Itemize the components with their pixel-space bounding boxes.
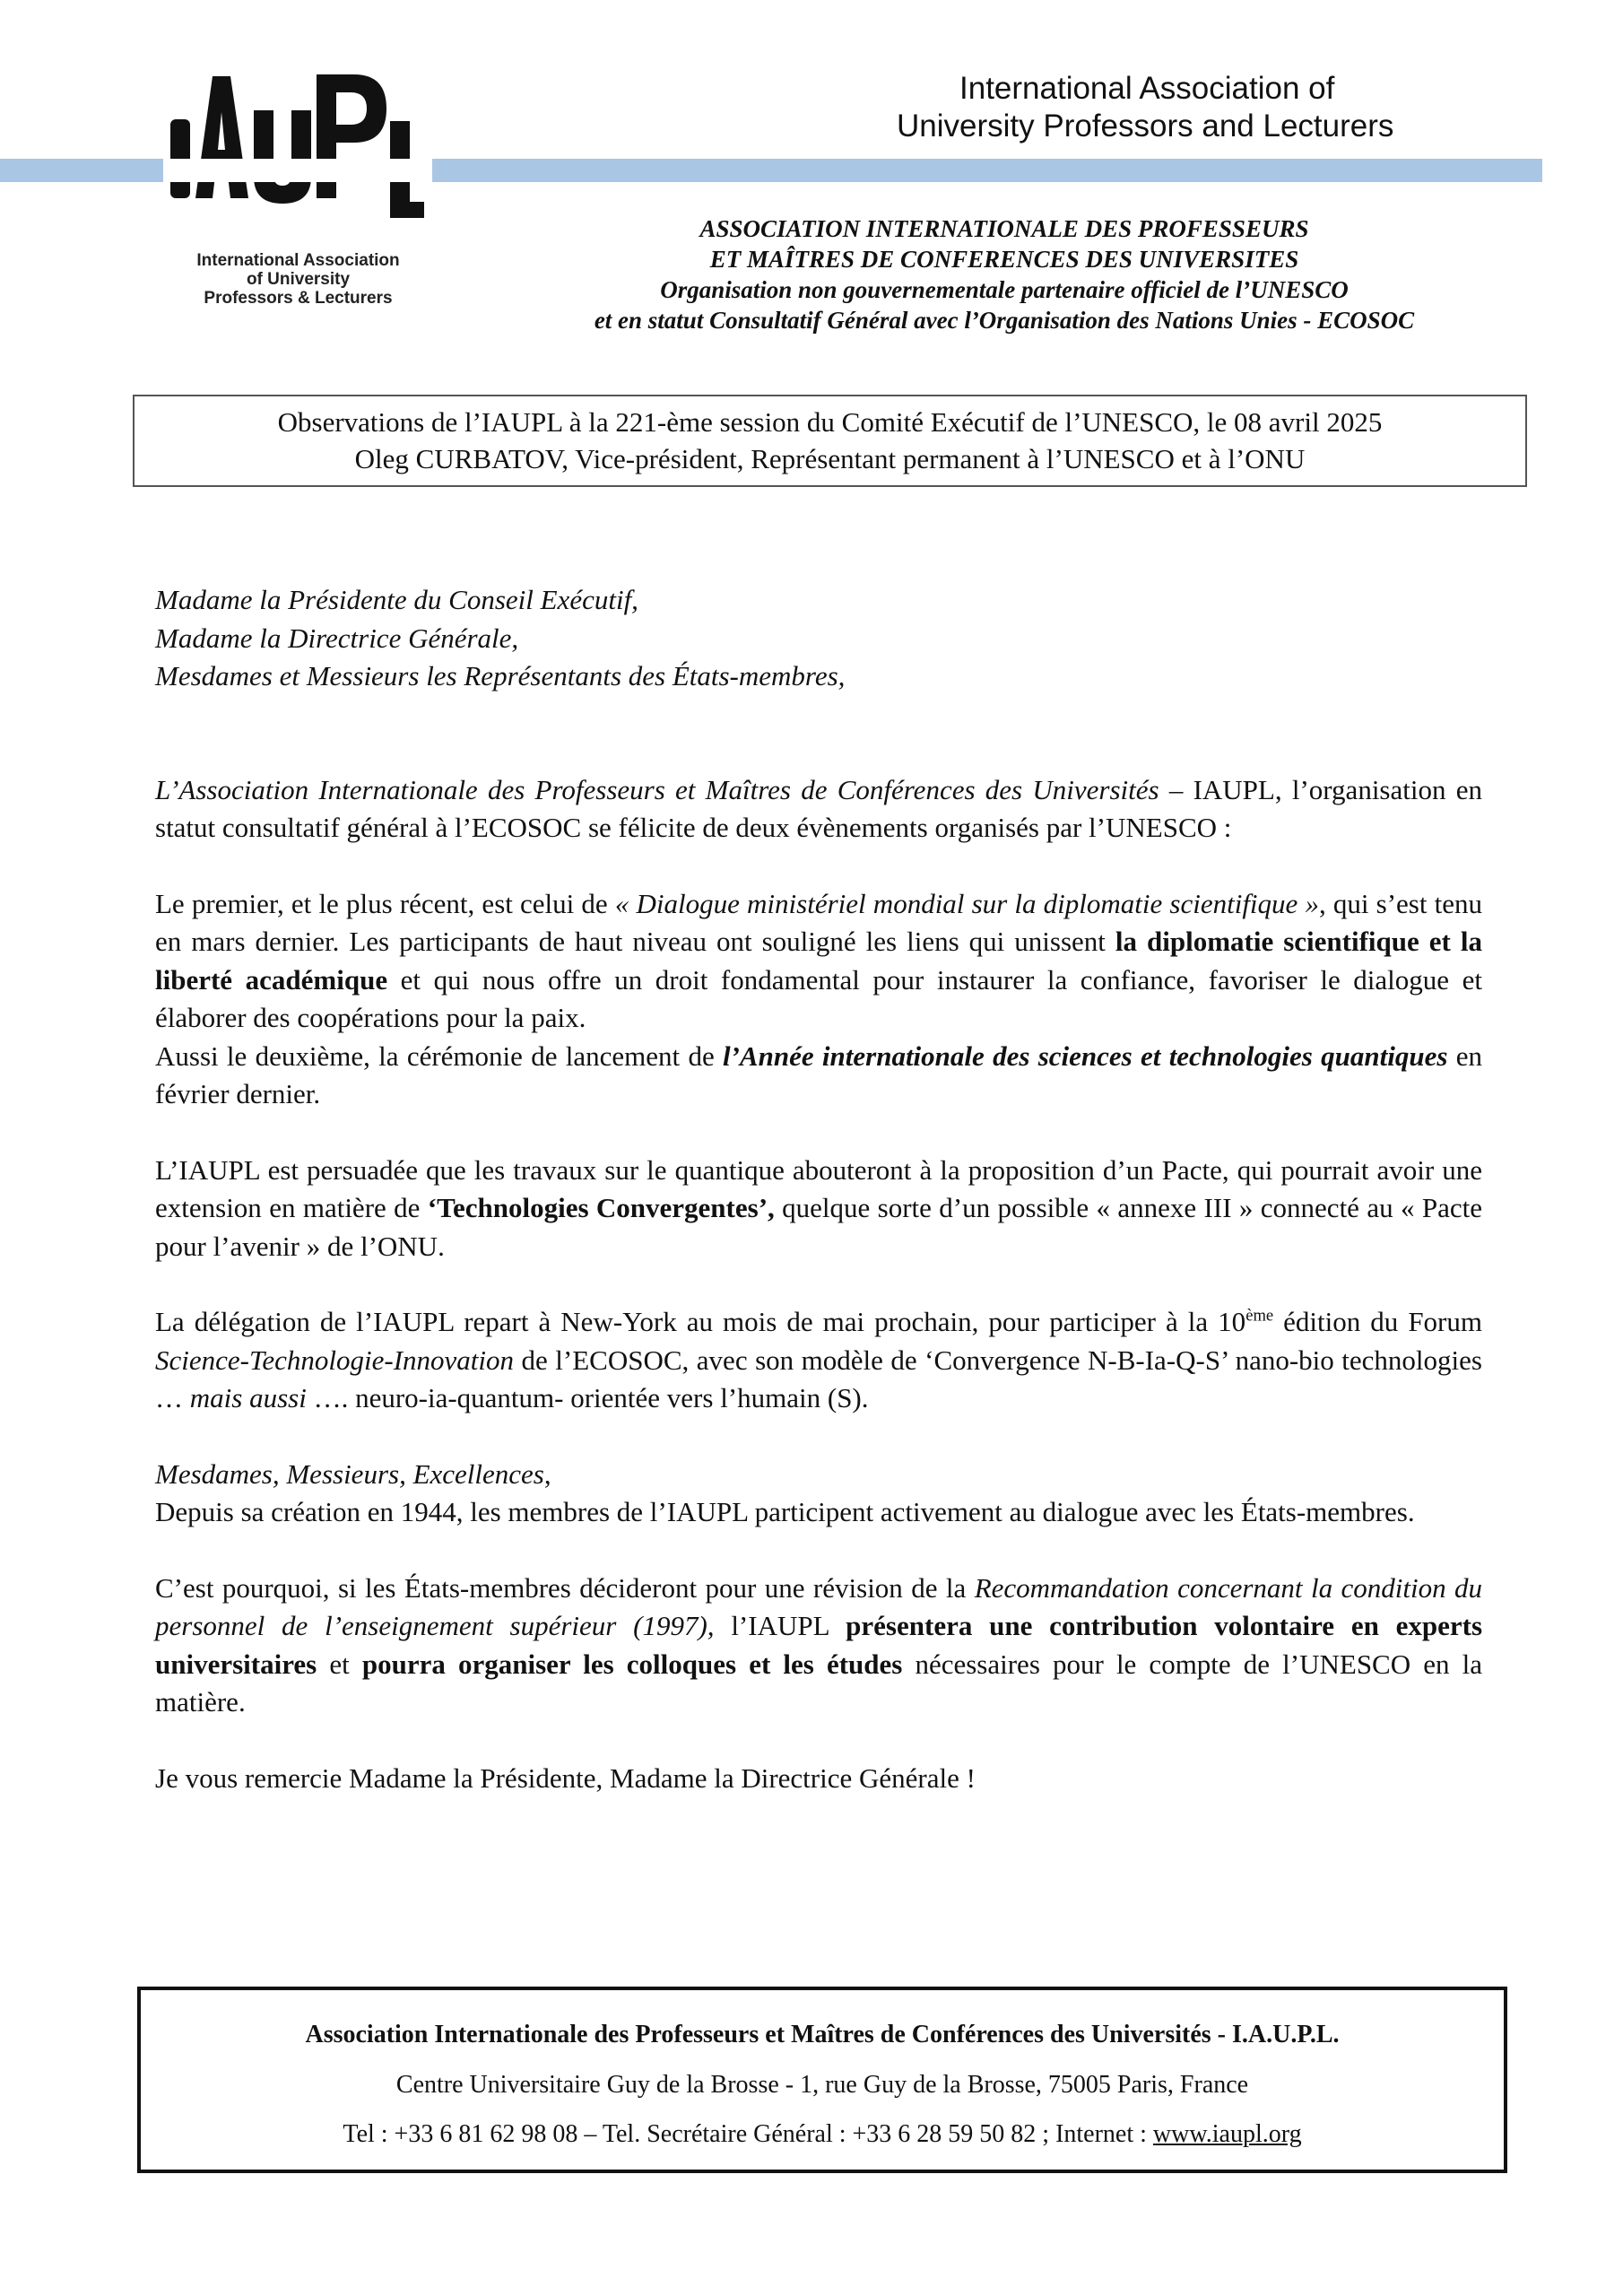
iaupl-logo	[166, 67, 426, 224]
paragraph-text: , qui s’est tenu en mars dernier. Les participants de haut niveau ont souligné les liens qui unissent	[155, 887, 1483, 957]
paragraph-text: quelque sorte d’un possible « annexe III » connecté au « Pacte pour l’avenir » de l’ONU.	[155, 1192, 1482, 1262]
paragraph-text: nécessaires pour le compte de l’UNESCO en la matière.	[155, 1648, 1482, 1718]
paragraph-text: La délégation de l’IAUPL repart à New-York au mois de mai prochain, pour participer à la 10	[155, 1306, 1246, 1337]
paragraph-first-event	[155, 885, 1482, 1038]
salutation-block	[155, 581, 1482, 696]
paragraph-excellences	[155, 1456, 1482, 1532]
event-title: l’Année internationale des sciences et technologies quantiques	[723, 1039, 1448, 1072]
paragraph-text: …. neuro-ia-quantum- orientée vers l’humain (S).	[306, 1382, 869, 1413]
event-title: « Dialogue ministériel mondial sur la diplomatie scientifique »	[614, 887, 1319, 919]
emphasis-text: présentera une contribution volontaire en experts universitaires	[155, 1610, 1483, 1680]
header-fr-line-2: ET MAÎTRES DE CONFERENCES DES UNIVERSITES	[709, 246, 1299, 273]
paragraph-text: C’est pourquoi, si les États-membres décideront pour une révision de la	[155, 1571, 975, 1604]
band-logo-gap	[163, 159, 432, 182]
paragraph-text: édition du Forum	[1273, 1306, 1482, 1337]
salutation-line: Mesdames et Messieurs les Représentants des États-membres,	[155, 660, 846, 691]
paragraph-text: et	[317, 1648, 362, 1680]
paragraph-text: l’IAUPL	[714, 1610, 846, 1641]
paragraph-intro	[155, 771, 1482, 848]
paragraph-text: de l’ECOSOC, avec son modèle de ‘Convergence N-B-Ia-Q-S’ nano-bio technologies …	[155, 1344, 1482, 1413]
title-line-2: Oleg CURBATOV, Vice-président, Représentant permanent à l’UNESCO et à l’ONU	[354, 443, 1306, 474]
title-box	[133, 395, 1527, 487]
footer-org-name: Association Internationale des Professeurs et Maîtres de Conférences des Universités - I.A.U.P.L.	[305, 2021, 1340, 2048]
paragraph-delegation	[155, 1303, 1482, 1418]
paragraph-text: Le premier, et le plus récent, est celui de	[155, 887, 615, 919]
website-link[interactable]: www.iaupl.org	[1152, 2120, 1302, 2148]
ordinal-superscript: ème	[1245, 1306, 1274, 1326]
paragraph-text: – IAUPL, l’organisation en statut consultatif général à l’ECOSOC se félicite de deux évènements organisés par l’UNESCO :	[155, 773, 1482, 843]
paragraph-text: en février dernier.	[155, 1039, 1482, 1109]
footer-contact-line	[141, 2120, 1504, 2149]
footer-contact-box	[137, 1987, 1507, 2173]
emphasis-text: ‘Technologies Convergentes’,	[427, 1192, 775, 1223]
logo-caption-line: International Association	[196, 251, 400, 270]
paragraph-recommendation	[155, 1570, 1482, 1722]
header-fr-line-3: Organisation non gouvernementale partenaire officiel de l’UNESCO	[660, 276, 1349, 303]
logo-caption-line: of University	[246, 270, 351, 289]
closing-line: Je vous remercie Madame la Présidente, Madame la Directrice Générale !	[155, 1761, 976, 1794]
letter-body	[155, 581, 1482, 1797]
logo-caption	[166, 251, 430, 308]
header-french	[484, 213, 1524, 335]
paragraph-second-event	[155, 1038, 1482, 1114]
header-fr-line-4: et en statut Consultatif Général avec l’Organisation des Nations Unies - ECOSOC	[594, 307, 1415, 334]
logo-caption-line: Professors & Lecturers	[204, 289, 393, 308]
header-fr-line-1: ASSOCIATION INTERNATIONALE DES PROFESSEURS	[699, 215, 1309, 242]
emphasis-text: la diplomatie scientifique et la liberté académique	[155, 926, 1482, 996]
salutation-line: Madame la Présidente du Conseil Exécutif,	[155, 584, 638, 615]
paragraph-pact	[155, 1152, 1482, 1266]
salutation-line: Madame la Directrice Générale,	[155, 622, 519, 654]
recommendation-title: Recommandation concernant la condition du personnel de l’enseignement supérieur (1997),	[155, 1571, 1482, 1641]
paragraph-text: et qui nous offre un droit fondamental pour instaurer la confiance, favoriser le dialogue et élaborer des coopérations pour la paix.	[155, 963, 1482, 1033]
paragraph-text: ,	[543, 1457, 551, 1490]
emphasis-italic: mais aussi	[189, 1382, 307, 1413]
title-line-1: Observations de l’IAUPL à la 221-ème session du Comité Exécutif de l’UNESCO, le 08 avril 2025	[277, 406, 1383, 438]
paragraph-text: Depuis sa création en 1944, les membres de l’IAUPL participent activement au dialogue avec les États-membres.	[155, 1496, 1415, 1527]
address-excellences: Mesdames, Messieurs, Excellences	[155, 1457, 544, 1490]
header-english-name	[897, 70, 1471, 145]
paragraph-text: Aussi le deuxième, la cérémonie de lancement de	[155, 1039, 723, 1072]
footer-address: Centre Universitaire Guy de la Brosse - 1, rue Guy de la Brosse, 75005 Paris, France	[395, 2071, 1249, 2099]
header-en-line-1: International Association of	[959, 71, 1335, 106]
forum-name: Science-Technologie-Innovation	[155, 1344, 515, 1376]
association-name: L’Association Internationale des Professeurs et Maîtres de Conférences des Universités	[155, 773, 1159, 805]
emphasis-text: pourra organiser les colloques et les études	[361, 1648, 903, 1680]
footer-phones: Tel : +33 6 81 62 98 08 – Tel. Secrétaire Général : +33 6 28 59 50 82 ; Internet :	[343, 2120, 1153, 2148]
header-en-line-2: University Professors and Lecturers	[897, 109, 1394, 144]
paragraph-text: L’IAUPL est persuadée que les travaux sur le quantique abouteront à la proposition d’un Pacte, qui pourrait avoir une extension en matière de	[155, 1153, 1482, 1223]
